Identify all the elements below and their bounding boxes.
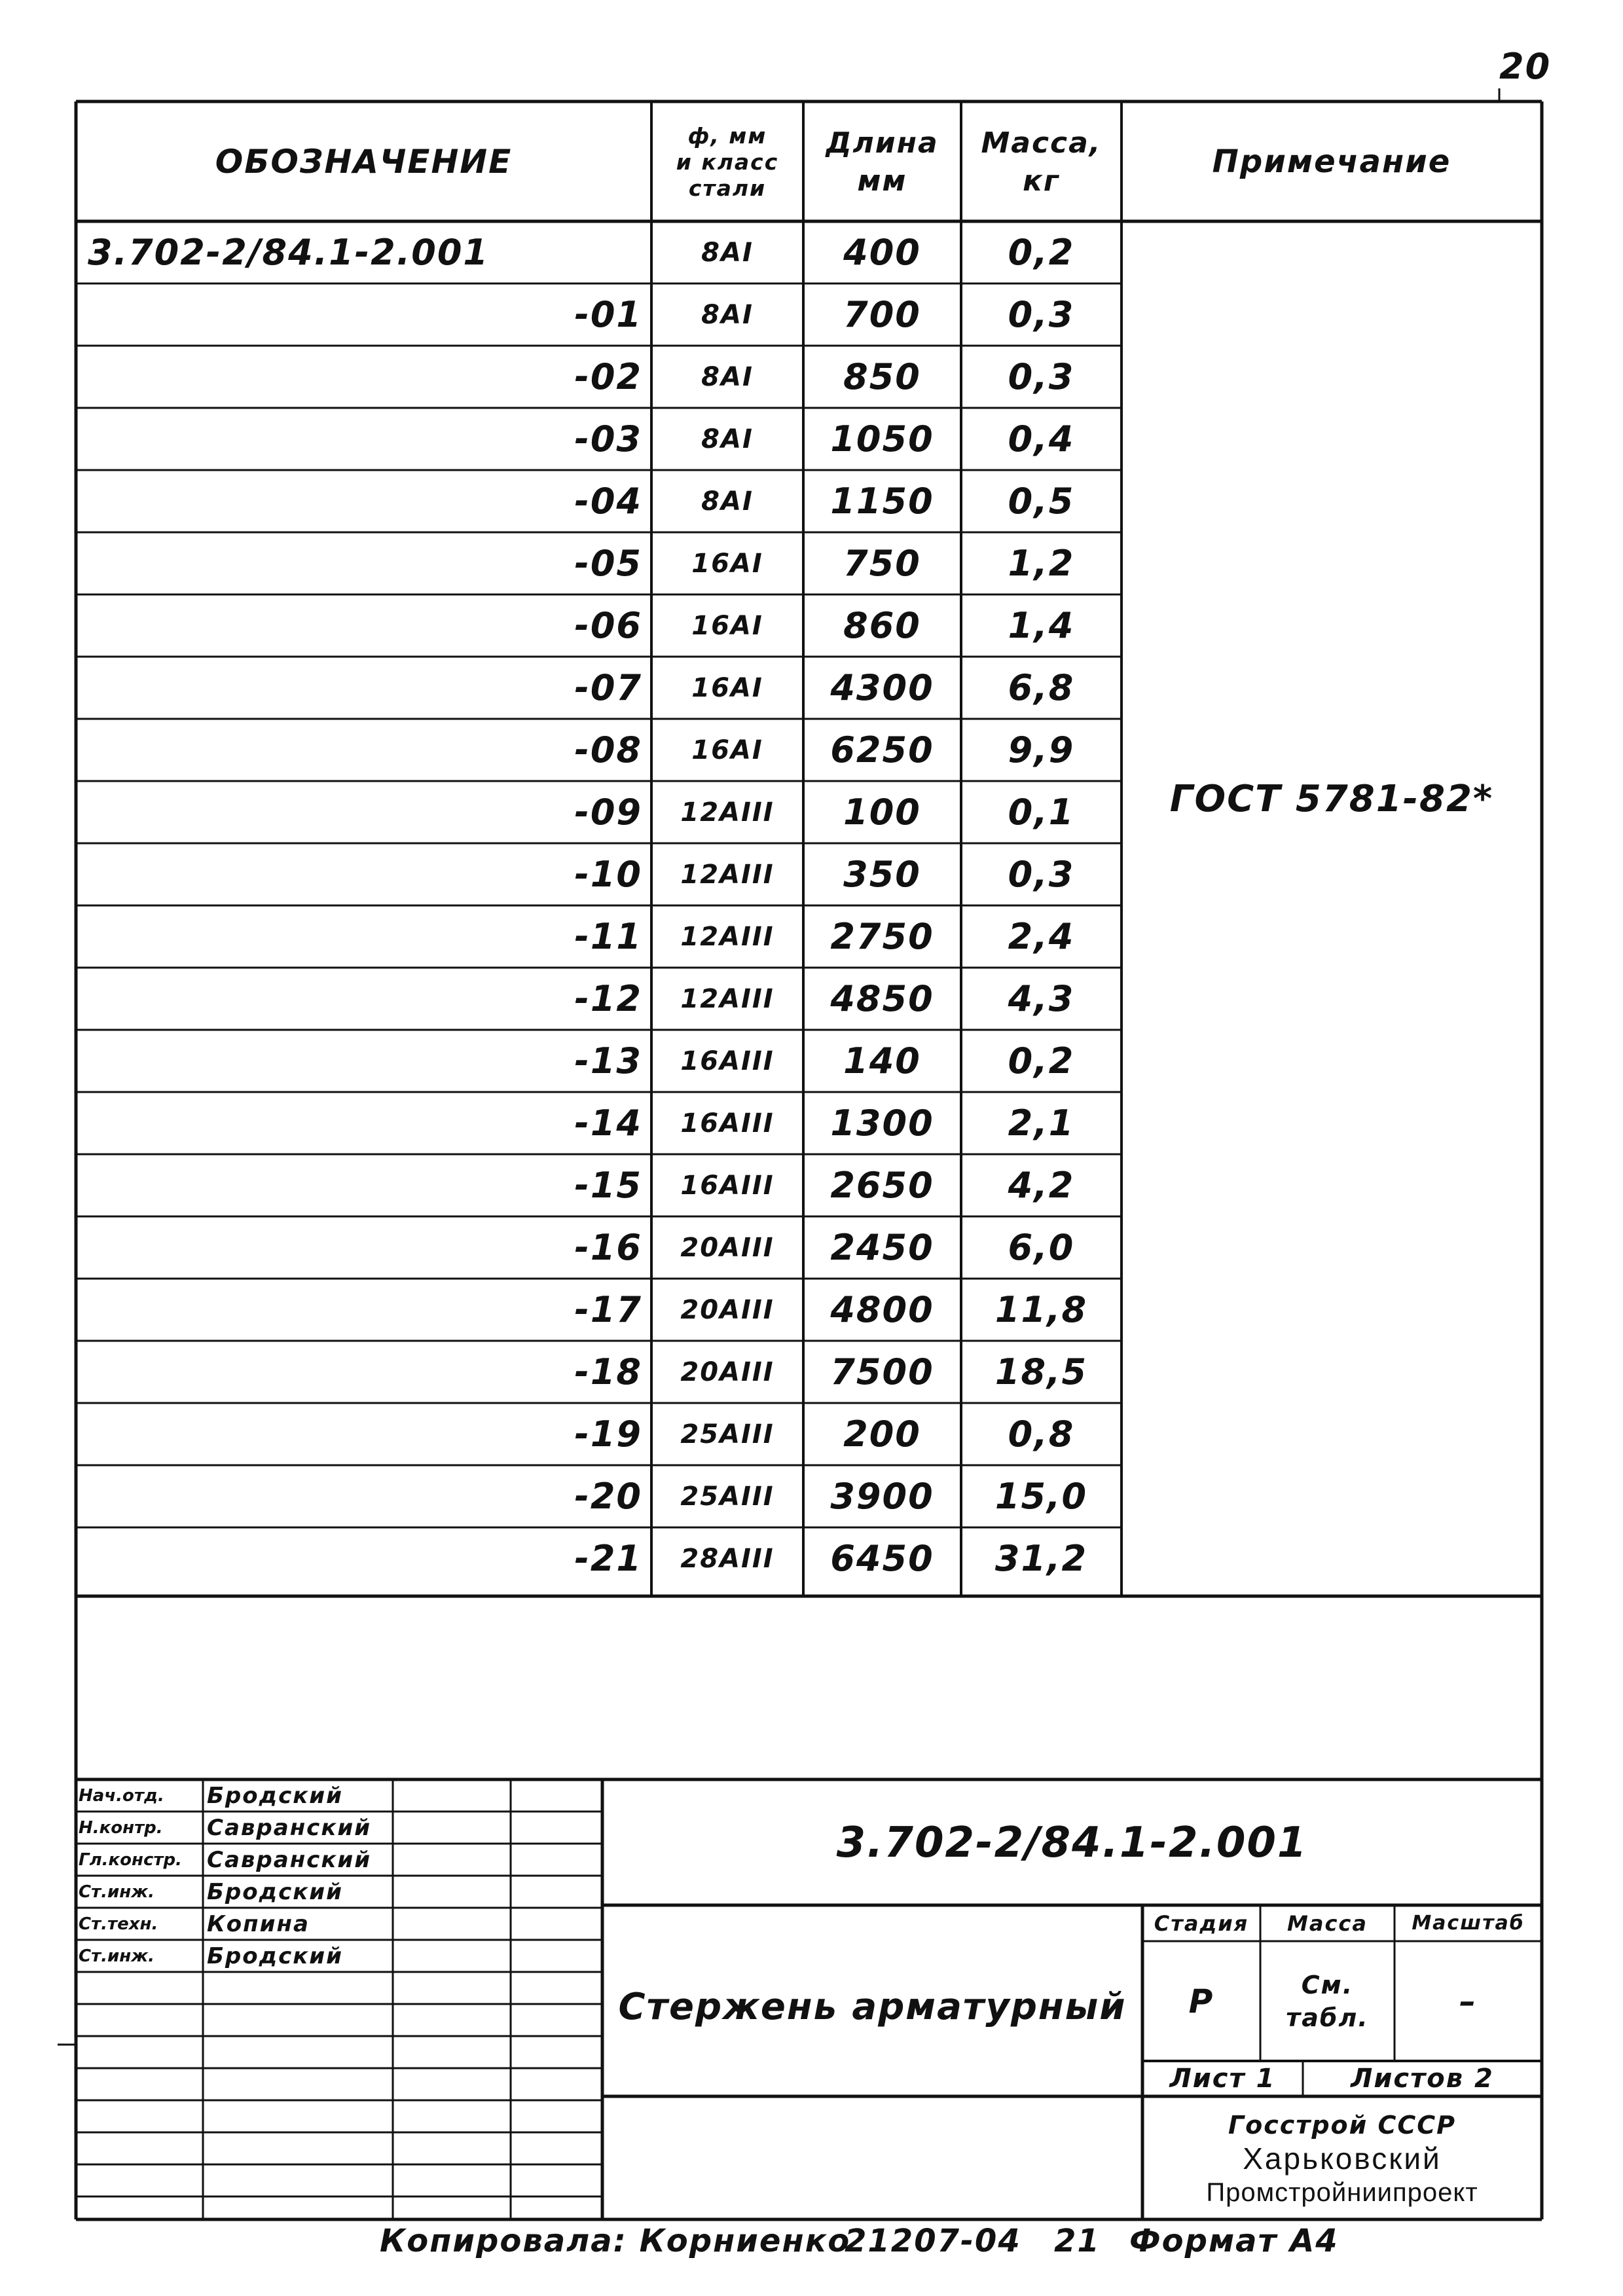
cell-diameter: 16AI bbox=[691, 672, 763, 703]
cell-mass: 0,5 bbox=[1008, 481, 1075, 522]
header-note: Примечание bbox=[1212, 143, 1451, 180]
cell-mass: 0,8 bbox=[1008, 1413, 1075, 1455]
cell-length: 700 bbox=[843, 294, 921, 335]
page-number: 20 bbox=[1499, 46, 1552, 87]
cell-mass: 9,9 bbox=[1008, 729, 1075, 771]
signature-role: Ст.инж. bbox=[79, 1882, 155, 1902]
cell-length: 3900 bbox=[830, 1476, 934, 1517]
header-diameter-line1: ф, мм bbox=[687, 122, 767, 149]
cell-diameter: 25AIII bbox=[680, 1419, 775, 1449]
cell-length: 350 bbox=[843, 854, 921, 895]
cell-mass: 11,8 bbox=[994, 1289, 1088, 1330]
cell-designation: -01 bbox=[574, 294, 642, 335]
scale-value: – bbox=[1459, 1982, 1477, 2020]
cell-mass: 15,0 bbox=[994, 1476, 1088, 1517]
cell-mass: 2,1 bbox=[1008, 1102, 1075, 1144]
cell-length: 860 bbox=[843, 605, 921, 646]
cell-designation: -15 bbox=[574, 1165, 642, 1206]
cell-designation: -10 bbox=[574, 854, 642, 895]
cell-diameter: 20AIII bbox=[680, 1232, 775, 1263]
cell-diameter: 8AI bbox=[701, 424, 754, 454]
header-length-line1: Длина bbox=[826, 126, 939, 160]
cell-designation: -04 bbox=[574, 481, 642, 522]
cell-designation: 3.702-2/84.1-2.001 bbox=[88, 232, 489, 273]
cell-mass: 18,5 bbox=[994, 1351, 1088, 1393]
organization bbox=[1142, 2098, 1542, 2219]
cell-mass: 2,4 bbox=[1008, 916, 1075, 957]
cell-diameter: 25AIII bbox=[680, 1481, 775, 1512]
cell-designation: -19 bbox=[574, 1413, 642, 1455]
header-length bbox=[803, 105, 961, 219]
cell-diameter: 8AI bbox=[701, 361, 754, 392]
cell-length: 100 bbox=[843, 792, 921, 833]
cell-mass: 0,2 bbox=[1008, 232, 1075, 273]
header-mass-line2: кг bbox=[1023, 164, 1060, 198]
cell-mass: 0,3 bbox=[1008, 294, 1075, 335]
header-mass bbox=[961, 105, 1122, 219]
cell-designation: -20 bbox=[574, 1476, 642, 1517]
cell-length: 850 bbox=[843, 356, 921, 397]
stage-value: Р bbox=[1188, 1982, 1214, 2020]
cell-diameter: 8AI bbox=[701, 237, 754, 268]
cell-length: 2450 bbox=[830, 1227, 934, 1268]
part-name: Стержень арматурный bbox=[618, 1985, 1127, 2028]
cell-length: 6250 bbox=[830, 729, 934, 771]
cell-designation: -17 bbox=[574, 1289, 642, 1330]
cell-length: 7500 bbox=[830, 1351, 934, 1393]
cell-diameter: 12AIII bbox=[680, 921, 775, 952]
cell-diameter: 16AI bbox=[691, 610, 763, 641]
cell-designation: -12 bbox=[574, 978, 642, 1019]
cell-length: 4300 bbox=[830, 667, 934, 708]
header-designation: ОБОЗНАЧЕНИЕ bbox=[215, 142, 513, 181]
sheets-label: Листов 2 bbox=[1351, 2064, 1494, 2094]
cell-length: 2650 bbox=[830, 1165, 934, 1206]
cell-diameter: 28AIII bbox=[680, 1543, 775, 1574]
cell-length: 750 bbox=[843, 543, 921, 584]
footer-format: Формат А4 bbox=[1129, 2223, 1339, 2259]
cell-length: 1300 bbox=[830, 1102, 934, 1144]
sheet-label: Лист 1 bbox=[1169, 2064, 1276, 2094]
cell-mass: 1,2 bbox=[1008, 543, 1075, 584]
signature-name: Савранский bbox=[207, 1814, 372, 1841]
header-diameter-line2: и класс bbox=[676, 149, 779, 175]
footer-copied: Копировала: Корниенко bbox=[380, 2223, 851, 2259]
cell-mass: 0,1 bbox=[1008, 792, 1075, 833]
stage-label: Стадия bbox=[1154, 1910, 1249, 1936]
signature-role: Ст.инж. bbox=[79, 1946, 155, 1966]
signature-name: Бродский bbox=[207, 1878, 343, 1905]
cell-length: 4800 bbox=[830, 1289, 934, 1330]
cell-designation: -07 bbox=[574, 667, 642, 708]
header-diameter-line3: стали bbox=[688, 175, 767, 201]
scale-label: Масштаб bbox=[1412, 1912, 1525, 1935]
cell-designation: -16 bbox=[574, 1227, 642, 1268]
cell-length: 6450 bbox=[830, 1538, 934, 1579]
footer-sheet-no: 21 bbox=[1054, 2223, 1101, 2259]
cell-diameter: 16AI bbox=[691, 735, 763, 765]
cell-mass: 6,8 bbox=[1008, 667, 1075, 708]
cell-designation: -06 bbox=[574, 605, 642, 646]
signature-name: Бродский bbox=[207, 1782, 343, 1809]
cell-designation: -09 bbox=[574, 792, 642, 833]
doc-code: 3.702-2/84.1-2.001 bbox=[836, 1819, 1308, 1867]
cell-length: 400 bbox=[843, 232, 921, 273]
signature-role: Нач.отд. bbox=[79, 1785, 164, 1806]
cell-designation: -18 bbox=[574, 1351, 642, 1393]
cell-mass: 4,2 bbox=[1008, 1165, 1075, 1206]
cell-diameter: 12AIII bbox=[680, 983, 775, 1014]
cell-designation: -21 bbox=[574, 1538, 642, 1579]
mass-value-line1: См. bbox=[1301, 1970, 1354, 1999]
cell-diameter: 12AIII bbox=[680, 859, 775, 890]
cell-diameter: 16AIII bbox=[680, 1108, 775, 1139]
cell-diameter: 16AIII bbox=[680, 1046, 775, 1076]
mass-label: Масса bbox=[1287, 1910, 1368, 1936]
header-diameter bbox=[651, 105, 803, 219]
cell-diameter: 16AI bbox=[691, 548, 763, 579]
cell-designation: -14 bbox=[574, 1102, 642, 1144]
signature-role: Ст.техн. bbox=[79, 1914, 158, 1934]
cell-length: 1150 bbox=[830, 481, 934, 522]
note-gost: ГОСТ 5781-82* bbox=[1169, 777, 1494, 820]
cell-designation: -11 bbox=[574, 916, 642, 957]
cell-designation: -03 bbox=[574, 418, 642, 460]
cell-diameter: 8AI bbox=[701, 299, 754, 330]
signature-role: Н.контр. bbox=[79, 1817, 163, 1838]
org-line1: Госстрой СССР bbox=[1228, 2110, 1457, 2140]
cell-length: 200 bbox=[843, 1413, 921, 1455]
cell-designation: -02 bbox=[574, 356, 642, 397]
cell-mass: 0,4 bbox=[1008, 418, 1075, 460]
cell-length: 1050 bbox=[830, 418, 934, 460]
signature-name: Бродский bbox=[207, 1942, 343, 1969]
cell-designation: -08 bbox=[574, 729, 642, 771]
cell-mass: 4,3 bbox=[1008, 978, 1075, 1019]
signature-role: Гл.констр. bbox=[79, 1850, 182, 1870]
footer-order: 21207-04 bbox=[845, 2223, 1021, 2259]
cell-mass: 0,3 bbox=[1008, 356, 1075, 397]
cell-mass: 6,0 bbox=[1008, 1227, 1075, 1268]
cell-diameter: 16AIII bbox=[680, 1170, 775, 1201]
cell-designation: -05 bbox=[574, 543, 642, 584]
cell-diameter: 20AIII bbox=[680, 1357, 775, 1387]
mass-value bbox=[1260, 1941, 1395, 2061]
cell-designation: -13 bbox=[574, 1040, 642, 1082]
signature-name: Савранский bbox=[207, 1846, 372, 1873]
cell-diameter: 20AIII bbox=[680, 1294, 775, 1325]
cell-mass: 31,2 bbox=[994, 1538, 1088, 1579]
cell-diameter: 8AI bbox=[701, 486, 754, 517]
cell-length: 140 bbox=[843, 1040, 921, 1082]
cell-diameter: 12AIII bbox=[680, 797, 775, 828]
header-length-line2: мм bbox=[857, 164, 907, 198]
signature-name: Копина bbox=[207, 1910, 310, 1937]
cell-length: 2750 bbox=[830, 916, 934, 957]
cell-mass: 0,2 bbox=[1008, 1040, 1075, 1082]
cell-length: 4850 bbox=[830, 978, 934, 1019]
cell-mass: 1,4 bbox=[1008, 605, 1075, 646]
org-line2: Харьковский bbox=[1243, 2141, 1442, 2176]
mass-value-line2: табл. bbox=[1286, 2003, 1369, 2032]
header-mass-line1: Масса, bbox=[981, 126, 1102, 160]
cell-mass: 0,3 bbox=[1008, 854, 1075, 895]
org-line3: Промстройниипроект bbox=[1206, 2178, 1478, 2207]
